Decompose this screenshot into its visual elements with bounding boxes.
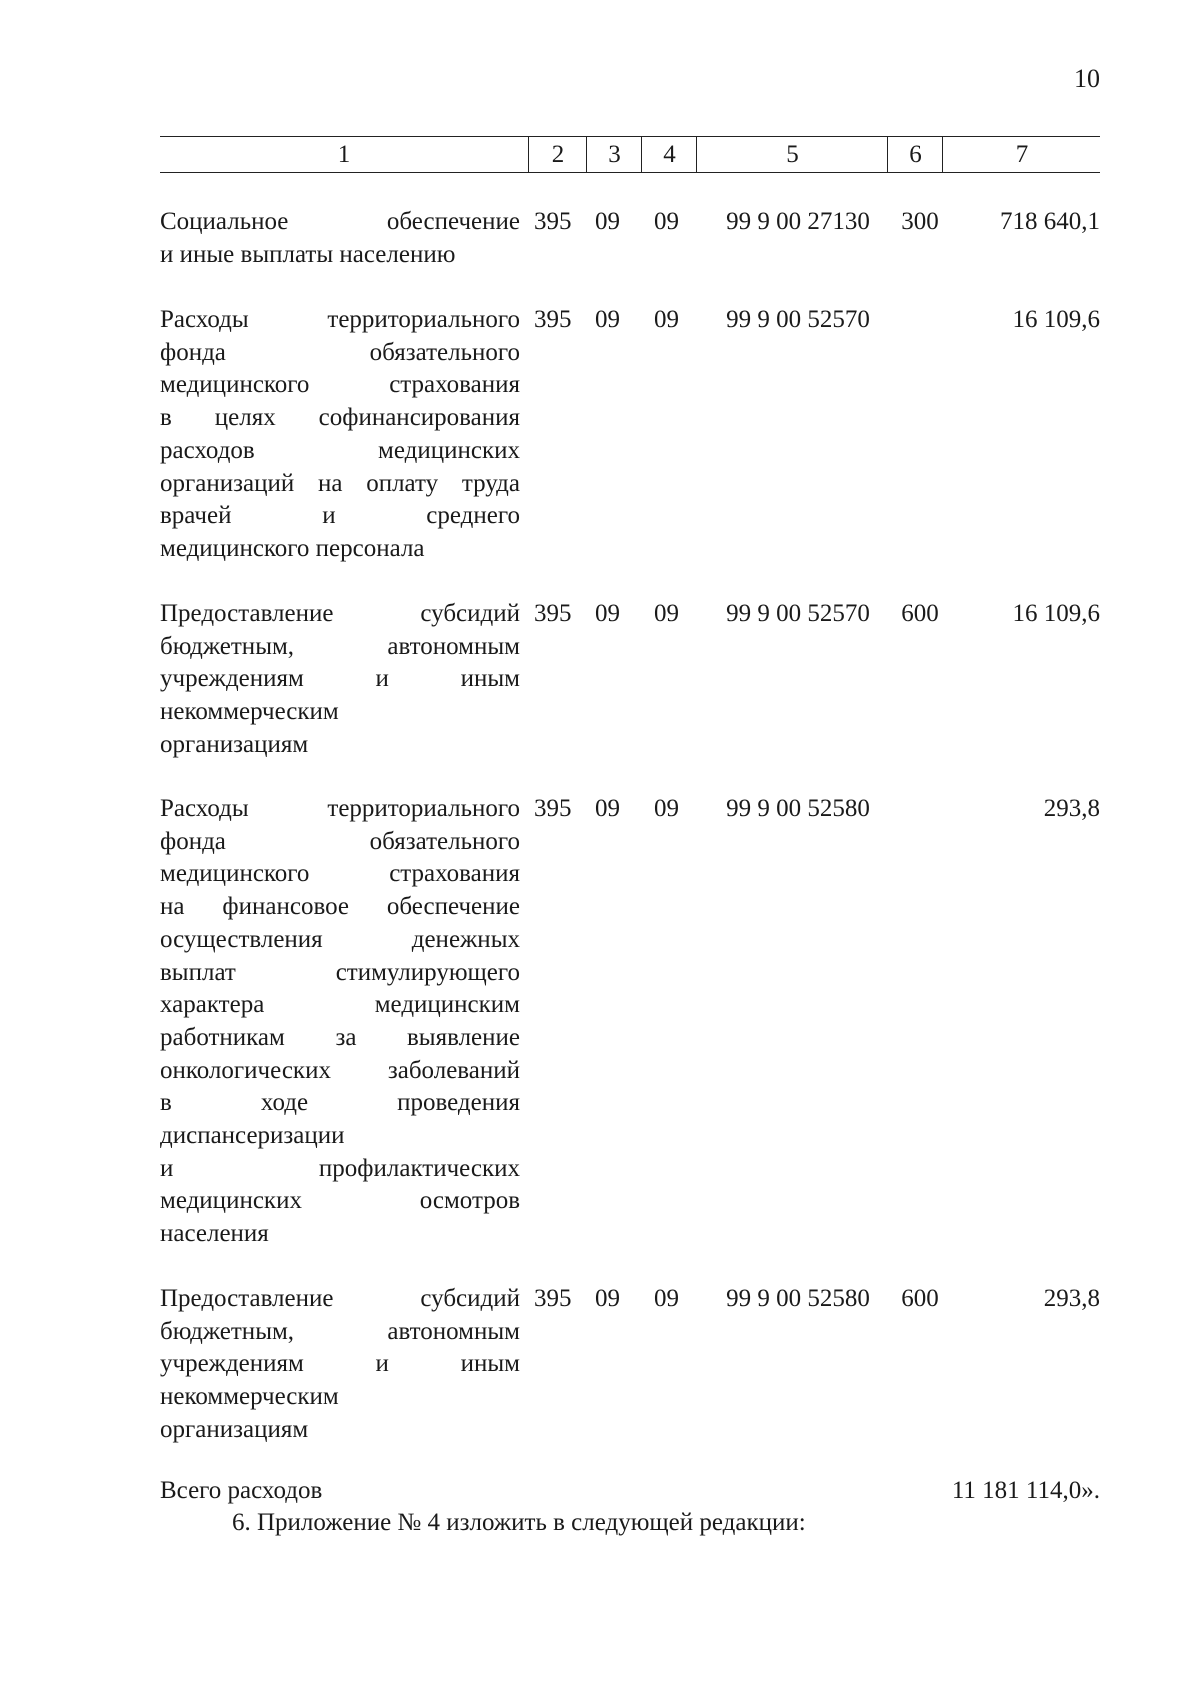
row-description xyxy=(160,304,520,566)
cell-col-2: 395 xyxy=(534,208,572,235)
description-line: расходов медицинских xyxy=(160,436,520,464)
cell-col-6: 300 xyxy=(901,208,939,235)
description-line: медицинского страхования xyxy=(160,371,520,399)
cell-col-2: 395 xyxy=(534,600,572,627)
header-col-6: 6 xyxy=(887,137,943,172)
cell-col-4: 09 xyxy=(654,795,679,822)
description-line: Расходы территориального xyxy=(160,306,520,333)
cell-col-7: 293,8 xyxy=(1043,1285,1100,1312)
cell-col-5: 99 9 00 52570 xyxy=(726,600,870,627)
description-line: организациям xyxy=(160,730,309,758)
total-value: 11 181 114,0». xyxy=(951,1477,1100,1504)
cell-col-2: 395 xyxy=(534,795,572,822)
description-line: Расходы территориального xyxy=(160,795,520,822)
cell-col-4: 09 xyxy=(654,208,679,235)
description-line: врачей и среднего xyxy=(160,502,520,530)
description-line: характера медицинским xyxy=(160,991,520,1019)
description-line: диспансеризации xyxy=(160,1122,345,1150)
description-line: выплат стимулирующего xyxy=(160,958,520,986)
row-description xyxy=(160,793,520,1251)
description-line: фонда обязательного xyxy=(160,827,520,855)
description-line: организаций на оплату труда xyxy=(160,469,520,497)
row-description xyxy=(160,206,520,271)
description-line: и иные выплаты населению xyxy=(160,240,456,268)
description-line: бюджетным, автономным xyxy=(160,632,520,660)
cell-col-7: 16 109,6 xyxy=(1012,600,1100,627)
cell-col-5: 99 9 00 52580 xyxy=(726,1285,870,1312)
cell-col-5: 99 9 00 52570 xyxy=(726,306,870,333)
description-line: Предоставление субсидий xyxy=(160,600,520,627)
header-col-3: 3 xyxy=(586,137,642,172)
description-line: и профилактических xyxy=(160,1154,520,1182)
cell-col-5: 99 9 00 52580 xyxy=(726,795,870,822)
cell-col-4: 09 xyxy=(654,306,679,333)
footer-paragraph: 6. Приложение № 4 изложить в следующей редакции: xyxy=(232,1509,806,1536)
header-col-7: 7 xyxy=(942,137,1101,172)
description-line: организациям xyxy=(160,1415,309,1443)
description-line: осуществления денежных xyxy=(160,925,520,953)
header-col-1: 1 xyxy=(337,141,351,168)
description-line: учреждениям и иным xyxy=(160,1350,520,1378)
description-line: некоммерческим xyxy=(160,1383,339,1411)
page-number: 10 xyxy=(1074,64,1100,93)
cell-col-6: 600 xyxy=(901,600,939,627)
cell-col-4: 09 xyxy=(654,600,679,627)
cell-col-7: 16 109,6 xyxy=(1012,306,1100,333)
cell-col-7: 293,8 xyxy=(1043,795,1100,822)
description-line: медицинского персонала xyxy=(160,534,425,562)
description-line: в ходе проведения xyxy=(160,1089,520,1117)
description-line: Предоставление субсидий xyxy=(160,1285,520,1312)
description-line: Социальное обеспечение xyxy=(160,208,520,235)
cell-col-3: 09 xyxy=(595,1285,620,1312)
cell-col-7: 718 640,1 xyxy=(1000,208,1100,235)
description-line: работникам за выявление xyxy=(160,1023,520,1051)
description-line: населения xyxy=(160,1220,269,1248)
table-header xyxy=(160,136,1100,173)
header-col-2: 2 xyxy=(528,137,587,172)
cell-col-3: 09 xyxy=(595,306,620,333)
cell-col-6: 600 xyxy=(901,1285,939,1312)
description-line: фонда обязательного xyxy=(160,338,520,366)
cell-col-3: 09 xyxy=(595,600,620,627)
cell-col-5: 99 9 00 27130 xyxy=(726,208,870,235)
row-description xyxy=(160,598,520,762)
header-col-4: 4 xyxy=(641,137,697,172)
description-line: учреждениям и иным xyxy=(160,665,520,693)
cell-col-3: 09 xyxy=(595,208,620,235)
description-line: бюджетным, автономным xyxy=(160,1317,520,1345)
description-line: медицинских осмотров xyxy=(160,1187,520,1215)
description-line: в целях софинансирования xyxy=(160,404,520,432)
total-label: Всего расходов xyxy=(160,1477,323,1504)
description-line: на финансовое обеспечение xyxy=(160,893,520,921)
description-line: медицинского страхования xyxy=(160,860,520,888)
description-line: некоммерческим xyxy=(160,698,339,726)
cell-col-2: 395 xyxy=(534,1285,572,1312)
cell-col-2: 395 xyxy=(534,306,572,333)
row-description xyxy=(160,1283,520,1447)
header-col-5: 5 xyxy=(696,137,888,172)
description-line: онкологических заболеваний xyxy=(160,1056,520,1084)
cell-col-3: 09 xyxy=(595,795,620,822)
cell-col-4: 09 xyxy=(654,1285,679,1312)
